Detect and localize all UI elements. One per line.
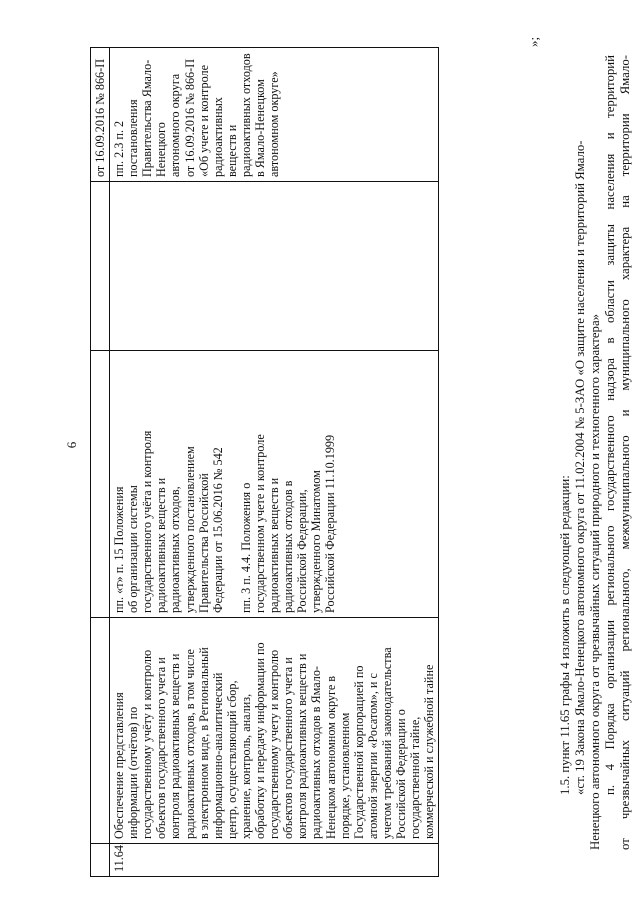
previous-row-cell: от 16.09.2016 № 866-П — [91, 48, 110, 182]
regional-basis-line: в Ямало-Ненецком — [253, 79, 268, 177]
amendment-intro: 1.5. пункт 11.65 графы 4 изложить в следующей редакции: — [558, 475, 572, 795]
description-line: радиоактивных отходов в Ямало- — [309, 666, 324, 839]
page-number: 6 — [64, 441, 79, 449]
description-line: информации (отчётов) по — [126, 706, 141, 839]
amendment-line-2: Ненецкого автономного округа от чрезвычайных ситуаций природного и техногенного характера» — [588, 313, 602, 850]
federal-basis-line: Федерации от 15.06.2016 № 542 — [210, 447, 225, 613]
regional-basis-line: «Об учете и контроле — [196, 64, 211, 177]
description-line: объектов государственного учета и — [154, 657, 169, 839]
description-line: объектов государственного учета и — [281, 657, 296, 839]
federal-basis-line: Российской Федерации 11.10.1999 — [323, 434, 338, 613]
federal-basis-line: об организации системы — [126, 485, 141, 613]
regional-basis-line: Правительства Ямало- — [140, 59, 155, 177]
amendment-line-4: от чрезвычайных ситуаций регионального, межмуниципального и муниципального характера на территории Ямало- — [618, 55, 632, 850]
description-line: в электронном виде, в Региональный — [196, 647, 211, 839]
amendment-line-1: «ст. 19 Закона Ямало-Ненецкого автономного округа от 11.02.2004 № 5-ЗАО «О защите населения и территорий Ямало- — [573, 140, 587, 795]
row-description — [110, 618, 439, 844]
description-line: центр, осуществляющий сбор, — [224, 680, 239, 839]
federal-basis-line: Правительства Российской — [196, 473, 211, 613]
description-line: учетом требований законодательства — [379, 647, 394, 839]
regional-basis-line: от 16.09.2016 № 866-П — [182, 58, 197, 177]
description-line: государственному учету и контролю — [267, 649, 282, 839]
description-line: радиоактивных отходов, в том числе — [182, 649, 197, 839]
description-line: хранение, контроль, анализ, — [238, 693, 253, 839]
table-row-previous — [91, 48, 110, 877]
regional-basis-line: постановления — [126, 99, 141, 177]
row-number: 11.64. — [110, 844, 439, 877]
federal-basis-line: радиоактивных отходов, — [168, 486, 183, 613]
description-line: порядке, установленном — [337, 712, 352, 839]
regional-basis-line: радиоактивных отходов — [238, 53, 253, 177]
description-line: Российской Федерации о — [393, 709, 408, 839]
federal-basis-line: радиоактивных отходов в — [281, 480, 296, 613]
federal-basis-line: государственном учете и контроле — [252, 434, 267, 613]
regional-basis — [110, 48, 439, 182]
regional-basis-line: пп. 2.3 п. 2 — [112, 120, 127, 177]
description-line: информационно-аналитический — [210, 672, 225, 839]
federal-basis-line: Российской Федерации, — [295, 489, 310, 613]
federal-basis-line: радиоактивных веществ и — [154, 477, 169, 613]
empty-cell — [110, 182, 439, 351]
closing-mark: »; — [526, 36, 541, 47]
amendment-line-3: п. 4 Порядка организации регионального государственного надзора в области защиты населения и территорий — [603, 55, 617, 795]
table-row-11-64 — [110, 48, 439, 877]
description-line: Обеспечение представления — [112, 692, 127, 839]
regional-basis-line: веществ и — [224, 124, 239, 177]
regional-basis-line: радиоактивных — [210, 97, 225, 177]
description-line: контроля радиоактивных веществ и — [168, 653, 183, 839]
description-line: Государственной корпорацией по — [351, 665, 366, 839]
amendment-table — [90, 47, 439, 877]
regional-basis-line: Ненецкого — [154, 122, 169, 177]
description-line: коммерческой и служебной тайне — [422, 664, 437, 839]
regional-basis-line: автономном округе» — [267, 71, 282, 177]
federal-basis — [110, 351, 439, 618]
federal-basis-line: государственного учёта и контроля — [140, 430, 155, 613]
federal-basis-line: утвержденного Минатомом — [309, 470, 324, 613]
description-line: атомной энергии «Росатом», и с — [365, 673, 380, 839]
description-line: Ненецком автономном округе в — [323, 675, 338, 839]
description-line: контроля радиоактивных веществ и — [295, 653, 310, 839]
regional-basis-line: автономного округа — [168, 73, 183, 177]
description-line: государственному учёту и контролю — [140, 649, 155, 839]
description-line: государственной тайне, — [408, 716, 423, 839]
federal-basis-line: пп. 3 п. 4.4. Положения о — [238, 482, 253, 613]
federal-basis-line: радиоактивных веществ и — [267, 477, 282, 613]
description-line: обработку и передачу информации по — [253, 642, 268, 839]
federal-basis-line: утвержденного постановлением — [182, 446, 197, 613]
federal-basis-line: пп. «т» п. 15 Положения — [112, 486, 127, 613]
